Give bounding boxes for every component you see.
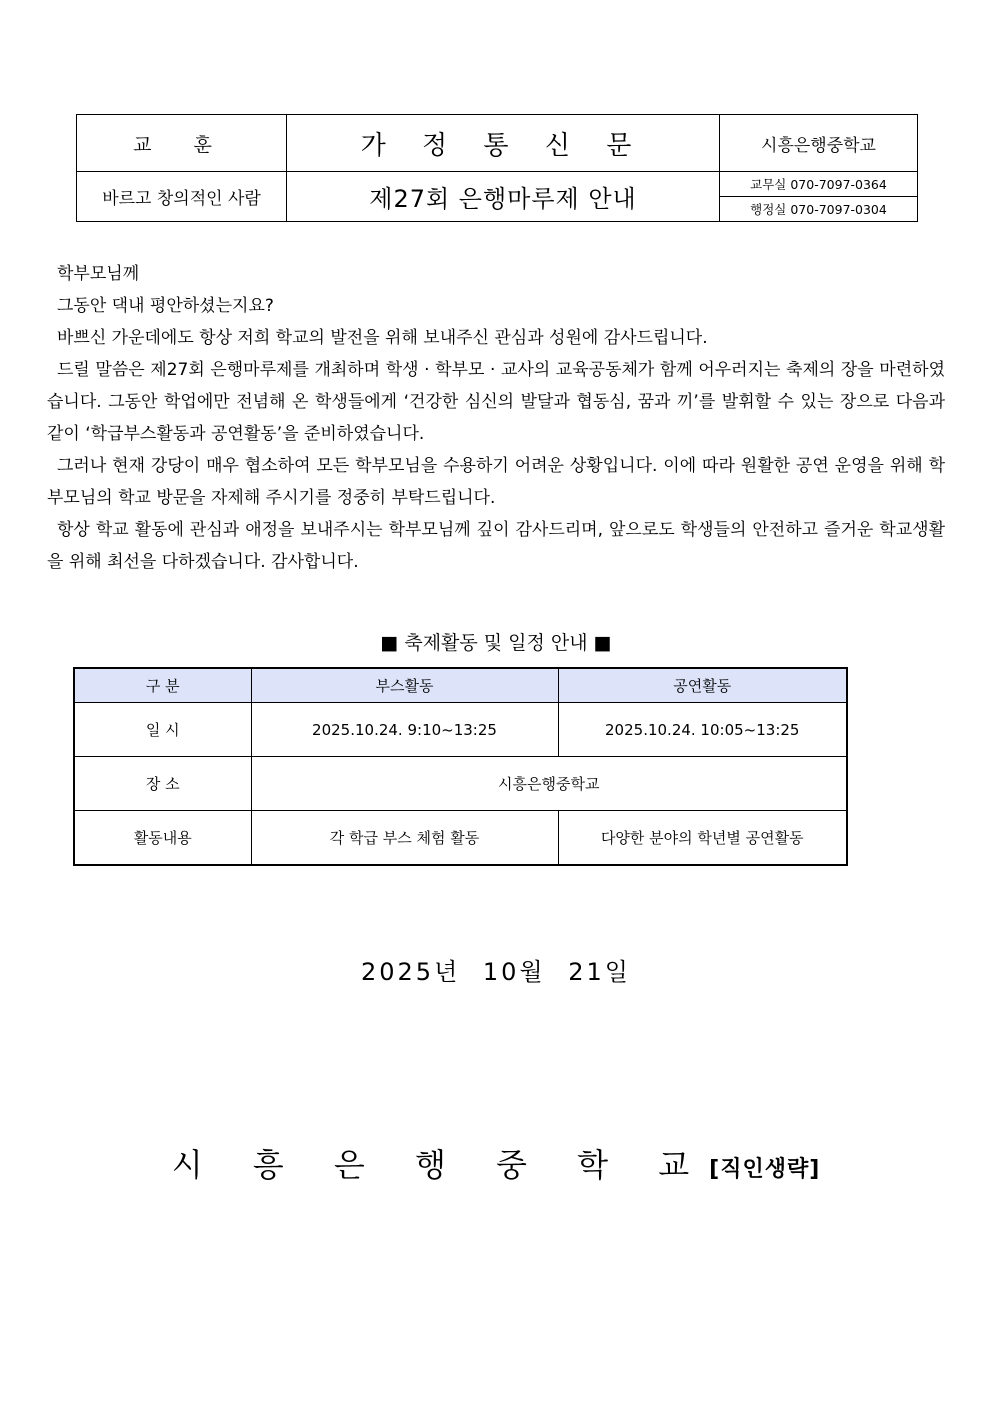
doc-type: 가 정 통 신 문 <box>287 115 720 172</box>
booth-datetime: 2025.10.24. 9:10~13:25 <box>251 703 558 757</box>
signature-school: 시 흥 은 행 중 학 교 <box>171 1146 710 1184</box>
header-booth: 부스활동 <box>251 668 558 703</box>
table-row <box>74 757 847 811</box>
letter-paragraph: 드릴 말씀은 제27회 은행마루제를 개최하며 학생 · 학부모 · 교사의 교육공동체가 함께 어우러지는 축제의 장을 마련하였습니다. 그동안 학업에만 전념해 온 학생들에게 ‘건강한 심신의 발달과 협동심, 꿈과 끼’를 발휘할 수 있는 장으로 다음과 같이 ‘학급부스활동과 공연활동’을 준비하였습니다. <box>47 360 945 444</box>
booth-activity: 각 학급 부스 체험 활동 <box>251 811 558 866</box>
table-row <box>74 811 847 866</box>
letter-paragraph: 그러나 현재 강당이 매우 협소하여 모든 학부모님을 수용하기 어려운 상황입니다. 이에 따라 원활한 공연 운영을 위해 학부모님의 학교 방문을 자제해 주시기를 정중히 부탁드립니다. <box>47 456 945 508</box>
row-label: 장 소 <box>74 757 251 811</box>
header-table <box>76 114 918 222</box>
school-motto: 바르고 창의적인 사람 <box>77 172 287 222</box>
seal-omitted-note: [직인생략] <box>709 1157 821 1182</box>
letter-paragraph: 그동안 댁내 평안하셨는지요? <box>57 296 274 316</box>
doc-title: 제27회 은행마루제 안내 <box>287 172 720 222</box>
schedule-title: ■ 축제활동 및 일정 안내 ■ <box>380 632 612 654</box>
letter-paragraph: 바쁘신 가운데에도 항상 저희 학교의 발전을 위해 보내주신 관심과 성원에 감사드립니다. <box>57 328 708 348</box>
phone-academic: 교무실 070-7097-0364 <box>720 172 918 197</box>
row-label: 일 시 <box>74 703 251 757</box>
table-header-row <box>74 668 847 703</box>
signature <box>0 1140 992 1186</box>
schedule-table <box>73 667 848 866</box>
motto-label: 교 훈 <box>77 115 287 172</box>
header-category: 구 분 <box>74 668 251 703</box>
letter-body <box>47 258 945 578</box>
letter-paragraph: 항상 학교 활동에 관심과 애정을 보내주시는 학부모님께 깊이 감사드리며, 앞으로도 학생들의 안전하고 즐거운 학교생활을 위해 최선을 다하겠습니다. 감사합니다. <box>47 520 945 572</box>
date-year: 2025년 <box>360 958 461 986</box>
date-month: 10월 <box>482 958 546 986</box>
greeting: 학부모님께 <box>57 264 140 284</box>
place-value: 시흥은행중학교 <box>251 757 847 811</box>
date-day: 21일 <box>568 958 631 986</box>
issue-date <box>0 952 992 987</box>
header-performance: 공연활동 <box>558 668 847 703</box>
row-label: 활동내용 <box>74 811 251 866</box>
performance-activity: 다양한 분야의 학년별 공연활동 <box>558 811 847 866</box>
school-name: 시흥은행중학교 <box>720 115 918 172</box>
table-row <box>74 703 847 757</box>
performance-datetime: 2025.10.24. 10:05~13:25 <box>558 703 847 757</box>
phone-admin: 행정실 070-7097-0304 <box>720 197 918 222</box>
